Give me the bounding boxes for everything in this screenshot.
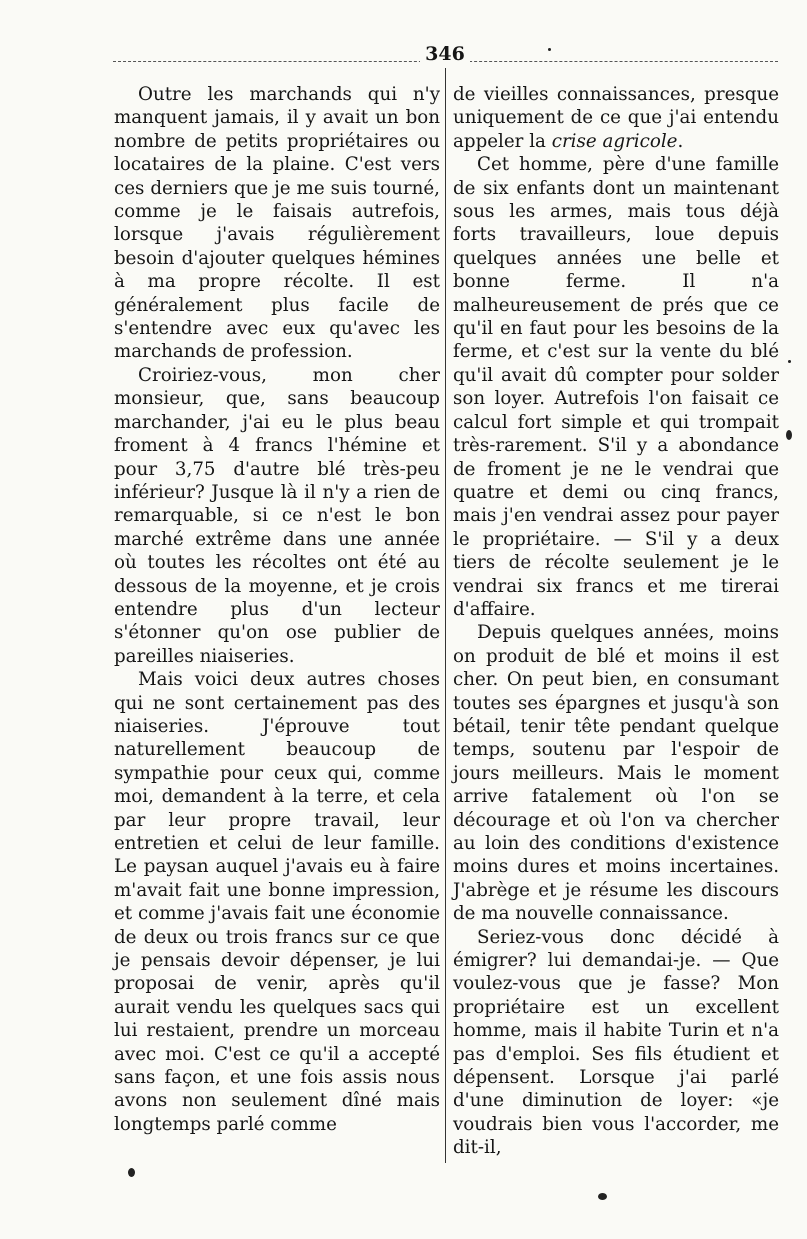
paragraph-2: Croiriez-vous, mon cher monsieur, que, sans beaucoup marchander, j'ai eu le plus beau froment à 4 francs l'hémine et pour 3,75 d'autre blé très-peu inférieur? Jusque là il n'y a rien de remarquable, si ce n'est le bon marché extrême dans une année où toutes les récoltes ont été au dessous de la moyenne, et je crois entendre plus d'un lecteur s'étonner qu'on ose publier de pareilles niaiseries. <box>114 364 440 667</box>
crise-agricole-emphasis: crise agricole <box>551 130 678 152</box>
scan-speck <box>548 48 551 51</box>
continuation-text-before: de vieilles connaissances, presque uniquement de ce que j'ai entendu appeler la <box>453 84 779 152</box>
page-number: 346 <box>420 43 470 65</box>
continuation-text-after: . <box>677 130 684 152</box>
left-column <box>114 83 440 1136</box>
paragraph-6: Seriez-vous donc décidé à émigrer? lui demandai-je. — Que voulez-vous que je fasse? Mon propriétaire est un excellent homme, mais il habite Turin et n'a pas d'emploi. Ses fils étudient et dépensent. Lorsque j'ai parlé d'une diminution de loyer: «je voudrais bien vous l'accorder, me dit-il, <box>453 926 779 1159</box>
scan-speck <box>786 430 792 440</box>
paragraph-4: Cet homme, père d'une famille de six enfants dont un maintenant sous les armes, mais tous déjà forts travailleurs, loue depuis quelques années une belle et bonne ferme. Il n'a malheureusement de prés que ce qu'il en faut pour les besoins de la ferme, et c'est sur la vente du blé qu'il avait dû compter pour solder son loyer. Autrefois l'on faisait ce calcul fort simple et qui trompait très-rarement. S'il y a abondance de froment je ne le vendrai que quatre et demi ou cinq francs, mais j'en vendrai assez pour payer le propriétaire. — S'il y a deux tiers de récolte seulement je le vendrai six francs et me tirerai d'affaire. <box>453 154 779 620</box>
right-column <box>453 83 779 1160</box>
paragraph-1: Outre les marchands qui n'y manquent jamais, il y avait un bon nombre de petits propriétaires ou locataires de la plaine. C'est vers ces derniers que je me suis tourné, comme je le faisais autrefois, lorsque j'avais régulièrement besoin d'ajouter quelques hémines à ma propre récolte. Il est généralement plus facile de s'entendre avec eux qu'avec les marchands de profession. <box>114 84 440 363</box>
paragraph-5: Depuis quelques années, moins on produit de blé et moins il est cher. On peut bien, en consumant toutes ses épargnes et jusqu'à son bétail, tenir tête pendant quelque temps, soutenu par l'espoir de jours meilleurs. Mais le moment arrive fatalement où l'on se décourage et où l'on va chercher au loin des conditions d'existence moins dures et moins incertaines. J'abrège et je résume les discours de ma nouvelle connaissance. <box>453 622 779 925</box>
scan-speck <box>598 1193 607 1200</box>
paragraph-3: Mais voici deux autres choses qui ne sont certainement pas des niaiseries. J'éprouve tout naturellement beaucoup de sympathie pour ceux qui, comme moi, demandent à la terre, et cela par leur propre travail, leur entretien et celui de leur famille. Le paysan auquel j'avais eu à faire m'avait fait une bonne impression, et comme j'avais fait une économie de deux ou trois francs sur ce que je pensais devoir dépenser, je lui proposai de venir, après qu'il aurait vendu les quelques sacs qui lui restaient, prendre un morceau avec moi. C'est ce qu'il a accepté sans façon, et une fois assis nous avons non seulement dîné mais longtemps parlé comme <box>114 669 440 1135</box>
scan-speck <box>128 1168 135 1177</box>
continuation-paragraph <box>453 83 779 153</box>
scan-speck <box>788 360 791 363</box>
column-divider <box>445 68 446 1163</box>
